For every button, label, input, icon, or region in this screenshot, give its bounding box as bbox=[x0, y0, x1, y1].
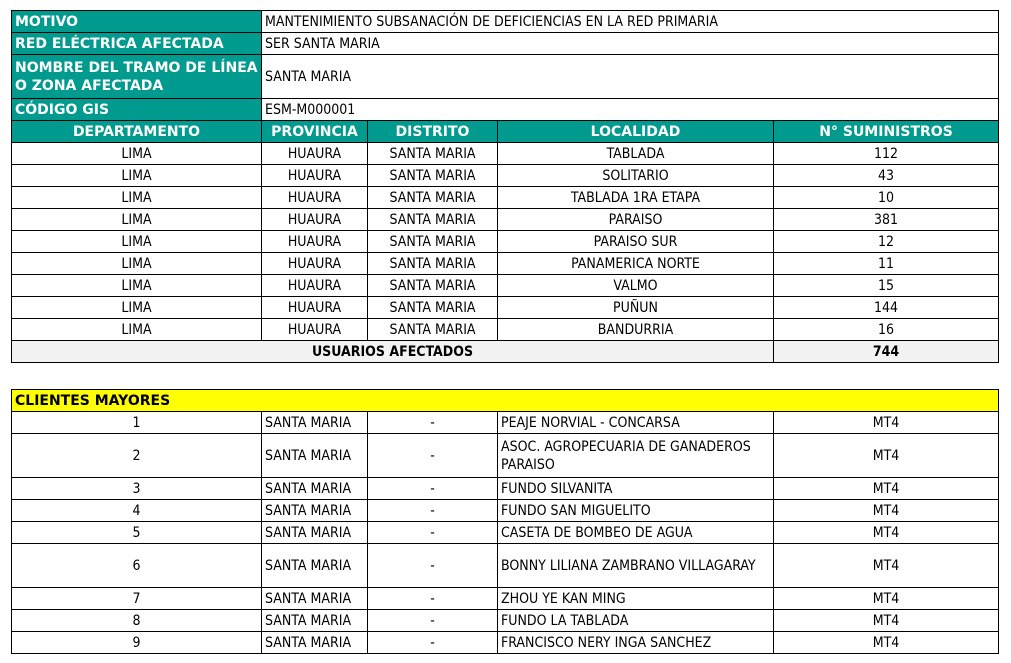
cliente-cell: - bbox=[368, 610, 498, 632]
cliente-cell: - bbox=[368, 412, 498, 434]
table-cell: SANTA MARIA bbox=[368, 187, 498, 209]
cliente-cell: 9 bbox=[12, 632, 262, 654]
cliente-cell: ZHOU YE KAN MING bbox=[498, 588, 774, 610]
tramo-label: NOMBRE DEL TRAMO DE LÍNEA O ZONA AFECTADA bbox=[12, 55, 262, 99]
cliente-cell: FUNDO LA TABLADA bbox=[498, 610, 774, 632]
cliente-cell: MT4 bbox=[774, 588, 999, 610]
table-row bbox=[12, 275, 999, 297]
table-cell: LIMA bbox=[12, 297, 262, 319]
table-cell: HUAURA bbox=[262, 275, 368, 297]
table-row bbox=[12, 187, 999, 209]
cliente-cell: MT4 bbox=[774, 544, 999, 588]
table-cell: HUAURA bbox=[262, 231, 368, 253]
cliente-cell: MT4 bbox=[774, 610, 999, 632]
table-cell: 112 bbox=[774, 143, 999, 165]
cliente-cell: SANTA MARIA bbox=[262, 544, 368, 588]
table-cell: HUAURA bbox=[262, 187, 368, 209]
table-cell: 16 bbox=[774, 319, 999, 341]
table-cell: HUAURA bbox=[262, 297, 368, 319]
cliente-cell: SANTA MARIA bbox=[262, 412, 368, 434]
table-cell: SANTA MARIA bbox=[368, 319, 498, 341]
table-cell: LIMA bbox=[12, 231, 262, 253]
table-cell: LIMA bbox=[12, 253, 262, 275]
header-suministros: N° SUMINISTROS bbox=[774, 121, 999, 143]
tramo-value: SANTA MARIA bbox=[262, 55, 999, 99]
table-row bbox=[12, 143, 999, 165]
cliente-cell: - bbox=[368, 588, 498, 610]
column-headers bbox=[12, 121, 999, 143]
table-row bbox=[12, 297, 999, 319]
cliente-cell: SANTA MARIA bbox=[262, 632, 368, 654]
table-cell: PARAISO SUR bbox=[498, 231, 774, 253]
table-row bbox=[12, 165, 999, 187]
table-cell: 43 bbox=[774, 165, 999, 187]
cliente-cell: SANTA MARIA bbox=[262, 434, 368, 478]
cliente-cell: FRANCISCO NERY INGA SANCHEZ bbox=[498, 632, 774, 654]
clientes-title: CLIENTES MAYORES bbox=[12, 390, 999, 412]
table-cell: LIMA bbox=[12, 187, 262, 209]
table-cell: HUAURA bbox=[262, 319, 368, 341]
table-cell: SANTA MARIA bbox=[368, 275, 498, 297]
table-cell: 12 bbox=[774, 231, 999, 253]
cliente-cell: SANTA MARIA bbox=[262, 522, 368, 544]
table-cell: BANDURRIA bbox=[498, 319, 774, 341]
cliente-cell: 5 bbox=[12, 522, 262, 544]
table-row bbox=[12, 231, 999, 253]
table-cell: SANTA MARIA bbox=[368, 297, 498, 319]
cliente-cell: PEAJE NORVIAL - CONCARSA bbox=[498, 412, 774, 434]
table-cell: SOLITARIO bbox=[498, 165, 774, 187]
cliente-cell: MT4 bbox=[774, 632, 999, 654]
table-cell: SANTA MARIA bbox=[368, 253, 498, 275]
table-cell: PUÑUN bbox=[498, 297, 774, 319]
table-cell: HUAURA bbox=[262, 209, 368, 231]
table-cell: TABLADA 1RA ETAPA bbox=[498, 187, 774, 209]
cliente-cell: FUNDO SILVANITA bbox=[498, 478, 774, 500]
table-cell: HUAURA bbox=[262, 143, 368, 165]
cliente-row bbox=[12, 610, 999, 632]
total-label: USUARIOS AFECTADOS bbox=[12, 341, 774, 363]
table-cell: 11 bbox=[774, 253, 999, 275]
cliente-cell: BONNY LILIANA ZAMBRANO VILLAGARAY bbox=[498, 544, 774, 588]
cliente-cell: 1 bbox=[12, 412, 262, 434]
cliente-row bbox=[12, 434, 999, 478]
gis-label: CÓDIGO GIS bbox=[12, 99, 262, 121]
cliente-cell: MT4 bbox=[774, 522, 999, 544]
cliente-cell: 7 bbox=[12, 588, 262, 610]
table-cell: PARAISO bbox=[498, 209, 774, 231]
total-row bbox=[12, 341, 999, 363]
total-value: 744 bbox=[774, 341, 999, 363]
cliente-cell: CASETA DE BOMBEO DE AGUA bbox=[498, 522, 774, 544]
cliente-cell: 4 bbox=[12, 500, 262, 522]
cliente-cell: MT4 bbox=[774, 500, 999, 522]
clientes-mayores-table bbox=[11, 389, 999, 654]
table-cell: TABLADA bbox=[498, 143, 774, 165]
table-cell: HUAURA bbox=[262, 253, 368, 275]
cliente-cell: - bbox=[368, 544, 498, 588]
table-cell: SANTA MARIA bbox=[368, 209, 498, 231]
header-departamento: DEPARTAMENTO bbox=[12, 121, 262, 143]
red-value: SER SANTA MARIA bbox=[262, 33, 999, 55]
table-cell: SANTA MARIA bbox=[368, 143, 498, 165]
cliente-cell: - bbox=[368, 632, 498, 654]
cliente-row bbox=[12, 500, 999, 522]
cliente-cell: - bbox=[368, 434, 498, 478]
afectacion-table bbox=[11, 10, 999, 363]
header-provincia: PROVINCIA bbox=[262, 121, 368, 143]
cliente-row bbox=[12, 588, 999, 610]
cliente-row bbox=[12, 412, 999, 434]
header-distrito: DISTRITO bbox=[368, 121, 498, 143]
table-row bbox=[12, 253, 999, 275]
cliente-cell: 6 bbox=[12, 544, 262, 588]
table-cell: LIMA bbox=[12, 165, 262, 187]
table-cell: 144 bbox=[774, 297, 999, 319]
cliente-cell: SANTA MARIA bbox=[262, 500, 368, 522]
motivo-label: MOTIVO bbox=[12, 11, 262, 33]
table-cell: 381 bbox=[774, 209, 999, 231]
header-localidad: LOCALIDAD bbox=[498, 121, 774, 143]
cliente-cell: MT4 bbox=[774, 434, 999, 478]
table-cell: HUAURA bbox=[262, 165, 368, 187]
table-cell: VALMO bbox=[498, 275, 774, 297]
cliente-cell: FUNDO SAN MIGUELITO bbox=[498, 500, 774, 522]
cliente-row bbox=[12, 544, 999, 588]
table-cell: SANTA MARIA bbox=[368, 165, 498, 187]
gis-value: ESM-M000001 bbox=[262, 99, 999, 121]
table-cell: 10 bbox=[774, 187, 999, 209]
cliente-cell: ASOC. AGROPECUARIA DE GANADEROS PARAISO bbox=[498, 434, 774, 478]
cliente-cell: 2 bbox=[12, 434, 262, 478]
cliente-cell: SANTA MARIA bbox=[262, 588, 368, 610]
cliente-cell: - bbox=[368, 522, 498, 544]
table-row bbox=[12, 319, 999, 341]
table-cell: SANTA MARIA bbox=[368, 231, 498, 253]
cliente-cell: 3 bbox=[12, 478, 262, 500]
table-cell: 15 bbox=[774, 275, 999, 297]
table-cell: LIMA bbox=[12, 275, 262, 297]
motivo-value: MANTENIMIENTO SUBSANACIÓN DE DEFICIENCIAS EN LA RED PRIMARIA bbox=[262, 11, 999, 33]
cliente-row bbox=[12, 478, 999, 500]
cliente-cell: MT4 bbox=[774, 412, 999, 434]
cliente-row bbox=[12, 632, 999, 654]
table-cell: LIMA bbox=[12, 143, 262, 165]
cliente-cell: - bbox=[368, 500, 498, 522]
table-cell: LIMA bbox=[12, 209, 262, 231]
red-label: RED ELÉCTRICA AFECTADA bbox=[12, 33, 262, 55]
table-cell: LIMA bbox=[12, 319, 262, 341]
cliente-cell: - bbox=[368, 478, 498, 500]
cliente-cell: MT4 bbox=[774, 478, 999, 500]
table-cell: PANAMERICA NORTE bbox=[498, 253, 774, 275]
cliente-cell: SANTA MARIA bbox=[262, 610, 368, 632]
cliente-cell: SANTA MARIA bbox=[262, 478, 368, 500]
cliente-cell: 8 bbox=[12, 610, 262, 632]
table-row bbox=[12, 209, 999, 231]
cliente-row bbox=[12, 522, 999, 544]
